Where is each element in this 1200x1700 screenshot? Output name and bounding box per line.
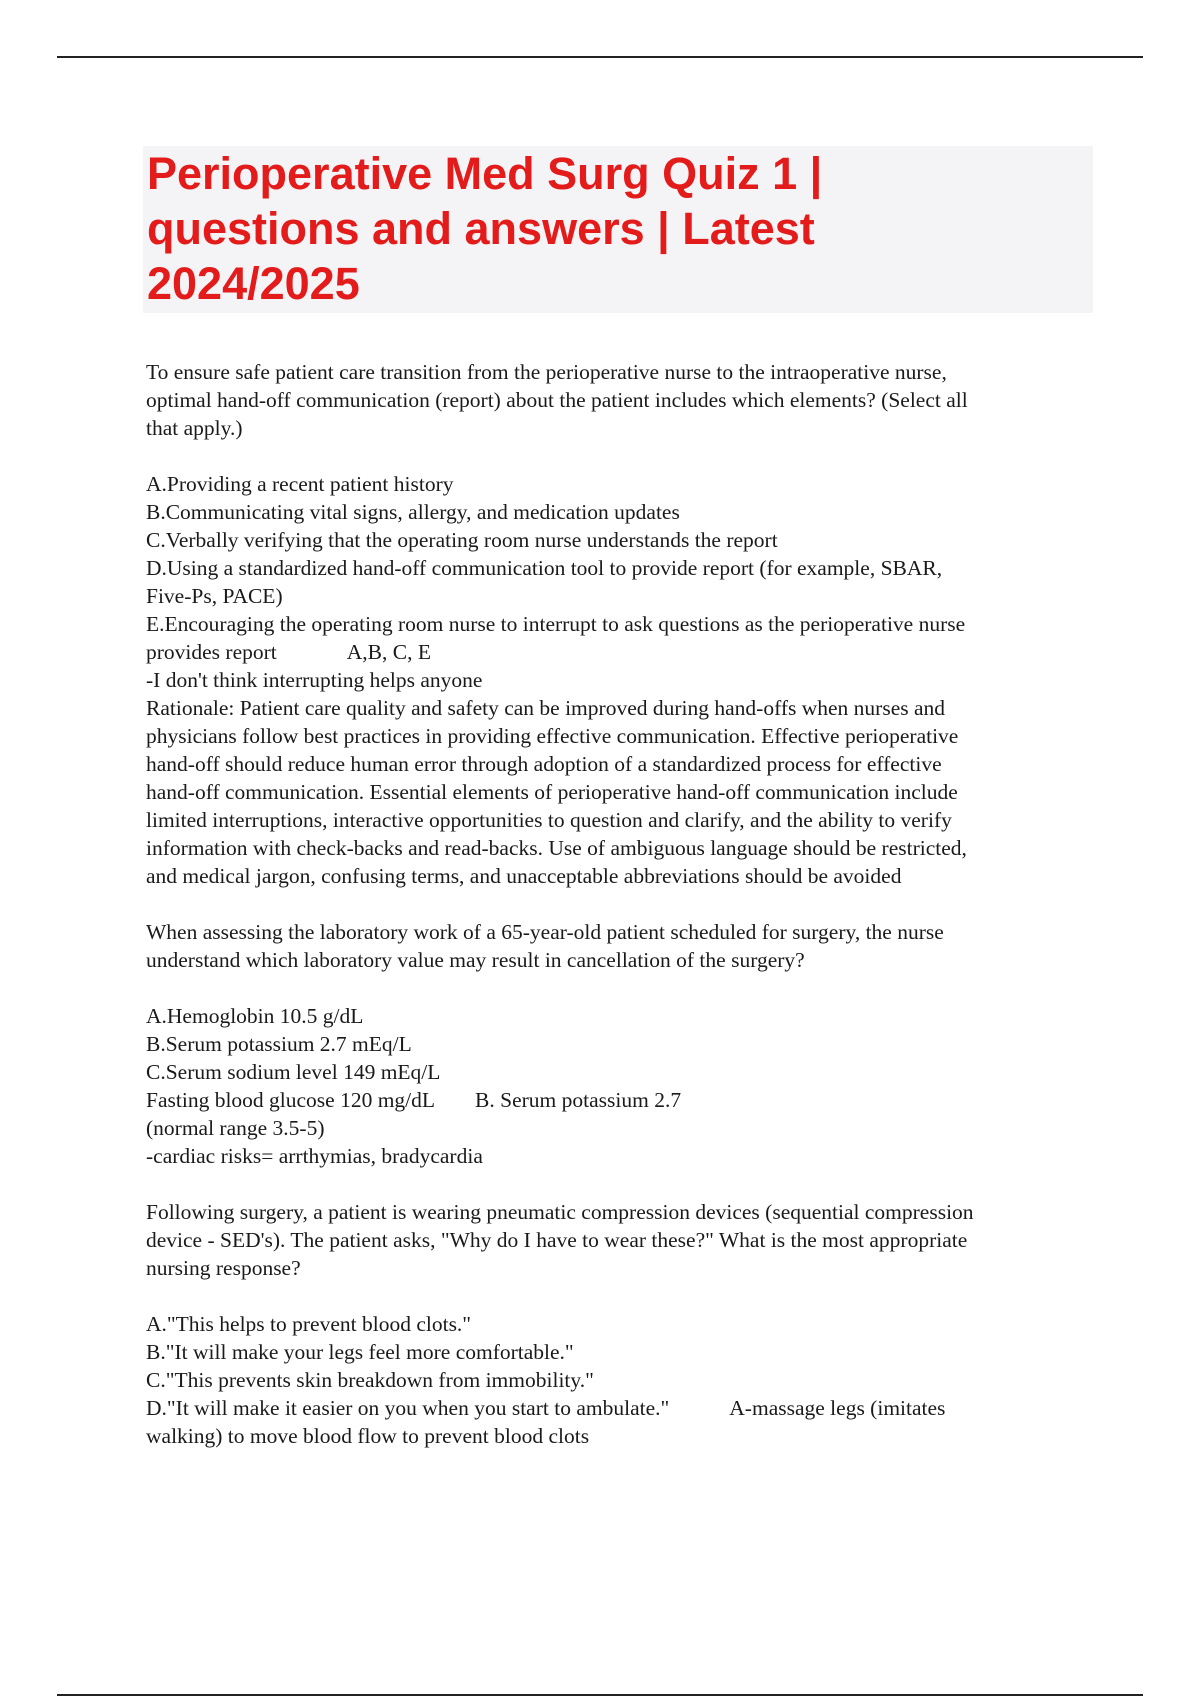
answer-option: C."This prevents skin breakdown from immobility." — [146, 1368, 594, 1392]
answer-option: A."This helps to prevent blood clots." — [146, 1312, 472, 1336]
question-text: To ensure safe patient care transition from the perioperative nurse to the intraoperative nurse, — [146, 360, 947, 384]
rationale-text: physicians follow best practices in providing effective communication. Effective perioperative — [146, 724, 959, 748]
answer-option: D."It will make it easier on you when you start to ambulate." — [146, 1396, 670, 1420]
answer-line — [146, 1086, 1096, 1114]
rationale-text: limited interruptions, interactive opportunities to question and clarify, and the ability to verify — [146, 808, 952, 832]
rationale-text: hand-off should reduce human error through adoption of a standardized process for effective — [146, 752, 942, 776]
title-banner — [143, 146, 1093, 313]
answer-note: -cardiac risks= arrthymias, bradycardia — [146, 1144, 483, 1168]
question-1 — [146, 358, 1096, 890]
answer-option: A.Hemoglobin 10.5 g/dL — [146, 1004, 364, 1028]
answer-note: -I don't think interrupting helps anyone — [146, 668, 483, 692]
answer-option: C.Serum sodium level 149 mEq/L — [146, 1060, 441, 1084]
answer-option: B.Communicating vital signs, allergy, and medication updates — [146, 500, 680, 524]
rationale-text: information with check-backs and read-backs. Use of ambiguous language should be restricted, — [146, 836, 967, 860]
rationale-text: hand-off communication. Essential elements of perioperative hand-off communication include — [146, 780, 958, 804]
answer-option-cont: provides report — [146, 640, 277, 664]
document-body — [146, 358, 1096, 1450]
answer-option: Five-Ps, PACE) — [146, 584, 283, 608]
title-line: Perioperative Med Surg Quiz 1 | — [147, 148, 823, 199]
answer-line — [146, 1394, 1096, 1422]
answer-option: Fasting blood glucose 120 mg/dL — [146, 1088, 436, 1112]
rationale-text: Rationale: Patient care quality and safety can be improved during hand-offs when nurses and — [146, 696, 946, 720]
answer-note: (normal range 3.5-5) — [146, 1116, 325, 1140]
answer-option: D.Using a standardized hand-off communication tool to provide report (for example, SBAR, — [146, 556, 943, 580]
title-line: 2024/2025 — [147, 258, 360, 309]
question-2 — [146, 918, 1096, 1170]
correct-answer: A-massage legs (imitates — [729, 1396, 946, 1420]
footer-rule — [57, 1694, 1143, 1696]
question-3 — [146, 1198, 1096, 1450]
title-line: questions and answers | Latest — [147, 203, 815, 254]
answer-option: B."It will make your legs feel more comfortable." — [146, 1340, 574, 1364]
correct-answer: B. Serum potassium 2.7 — [475, 1088, 682, 1112]
question-text: that apply.) — [146, 416, 243, 440]
question-text: device - SED's). The patient asks, "Why do I have to wear these?" What is the most appropriate — [146, 1228, 968, 1252]
correct-answer: A,B, C, E — [346, 640, 431, 664]
answer-option: E.Encouraging the operating room nurse to interrupt to ask questions as the perioperative nurse — [146, 612, 966, 636]
answer-option: A.Providing a recent patient history — [146, 472, 454, 496]
answer-option: B.Serum potassium 2.7 mEq/L — [146, 1032, 412, 1056]
question-text: When assessing the laboratory work of a 65-year-old patient scheduled for surgery, the nurse — [146, 920, 944, 944]
header-rule — [57, 56, 1143, 58]
answer-note: walking) to move blood flow to prevent blood clots — [146, 1424, 590, 1448]
question-text: Following surgery, a patient is wearing pneumatic compression devices (sequential compression — [146, 1200, 974, 1224]
question-text: understand which laboratory value may result in cancellation of the surgery? — [146, 948, 805, 972]
document-title — [147, 146, 1089, 311]
answer-line — [146, 638, 1096, 666]
question-text: nursing response? — [146, 1256, 301, 1280]
answer-option: C.Verbally verifying that the operating room nurse understands the report — [146, 528, 778, 552]
question-text: optimal hand-off communication (report) about the patient includes which elements? (Select all — [146, 388, 968, 412]
rationale-text: and medical jargon, confusing terms, and unacceptable abbreviations should be avoided — [146, 864, 902, 888]
